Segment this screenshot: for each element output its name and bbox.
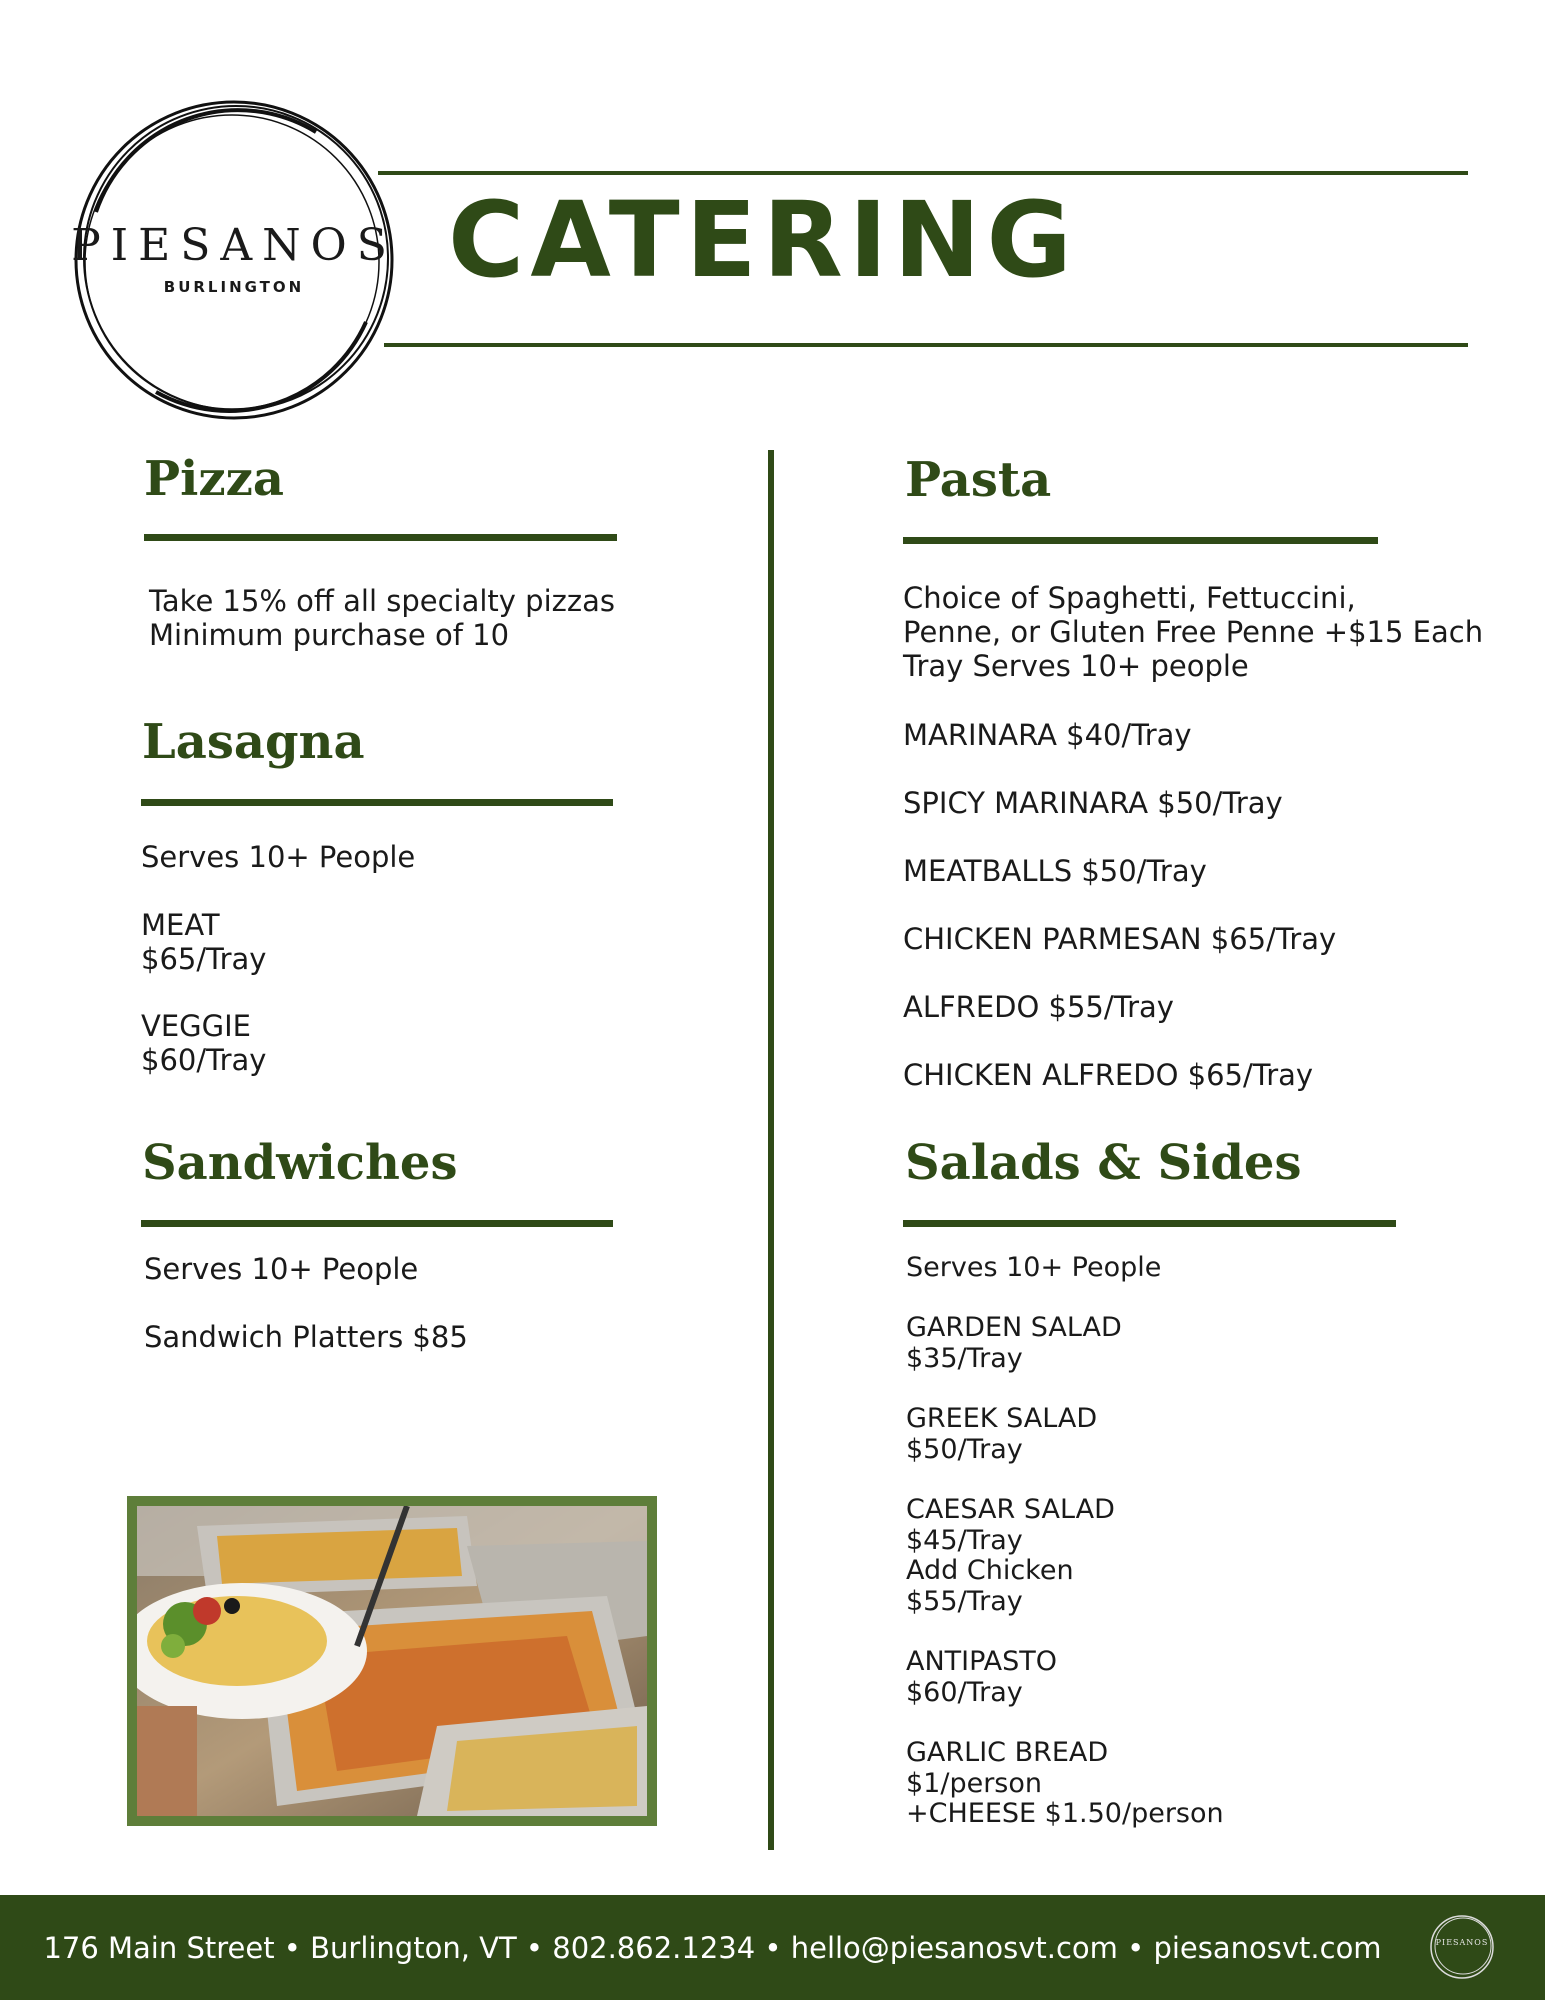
pizza-rule <box>144 534 617 541</box>
side-item-name: GARLIC BREAD <box>906 1737 1109 1768</box>
sandwiches-serves: Serves 10+ People <box>144 1252 419 1286</box>
pizza-line-1: Take 15% off all specialty pizzas <box>149 584 615 618</box>
pizza-line-2: Minimum purchase of 10 <box>149 618 510 652</box>
salads-rule <box>903 1220 1396 1227</box>
pasta-rule <box>903 537 1378 544</box>
pasta-item: CHICKEN PARMESAN $65/Tray <box>903 922 1337 956</box>
side-item-name: ANTIPASTO <box>906 1646 1058 1677</box>
side-item-price: $60/Tray <box>906 1677 1023 1708</box>
logo-location: BURLINGTON <box>163 278 305 296</box>
pasta-intro-line: Choice of Spaghetti, Fettuccini, <box>903 581 1356 615</box>
column-divider <box>768 450 774 1850</box>
lasagna-item-name: VEGGIE <box>141 1009 251 1043</box>
footer-logo <box>1427 1912 1497 1982</box>
side-item-price: $1/person <box>906 1768 1043 1799</box>
salad-item-name: GREEK SALAD <box>906 1403 1098 1434</box>
lasagna-item-price: $65/Tray <box>141 942 267 976</box>
pasta-intro-line: Penne, or Gluten Free Penne +$15 Each <box>903 615 1484 649</box>
lasagna-item-name: MEAT <box>141 908 220 942</box>
salads-heading: Salads & Sides <box>905 1135 1302 1191</box>
sandwich-platters: Sandwich Platters $85 <box>144 1320 468 1354</box>
lasagna-rule <box>141 799 613 806</box>
lasagna-serves: Serves 10+ People <box>141 840 416 874</box>
salad-item-name: CAESAR SALAD <box>906 1494 1115 1525</box>
pasta-item: ALFREDO $55/Tray <box>903 990 1174 1024</box>
header-top-rule <box>378 171 1468 175</box>
salads-serves: Serves 10+ People <box>906 1252 1162 1283</box>
header-bottom-rule <box>384 343 1468 347</box>
side-item-addon: +CHEESE $1.50/person <box>906 1798 1224 1829</box>
pasta-heading: Pasta <box>905 452 1052 508</box>
footer-logo-text: PIESANOS <box>1435 1938 1489 1947</box>
pasta-item: CHICKEN ALFREDO $65/Tray <box>903 1058 1314 1092</box>
pasta-item: MEATBALLS $50/Tray <box>903 854 1207 888</box>
piesanos-logo <box>66 92 402 428</box>
salad-item-price: $50/Tray <box>906 1434 1023 1465</box>
logo-name: PIESANOS <box>71 220 397 271</box>
sandwiches-rule <box>141 1220 613 1227</box>
pizza-heading: Pizza <box>144 451 284 507</box>
pasta-item: MARINARA $40/Tray <box>903 718 1192 752</box>
footer-contact: 176 Main Street • Burlington, VT • 802.862.1234 • hello@piesanosvt.com • piesanosvt.com <box>43 1931 1382 1965</box>
page-title: CATERING <box>448 179 1078 301</box>
footer-logo-ring-icon <box>1427 1912 1497 1982</box>
salad-item-addon-price: $55/Tray <box>906 1586 1023 1617</box>
catering-food-photo <box>127 1496 657 1826</box>
salad-item-name: GARDEN SALAD <box>906 1312 1122 1343</box>
salad-item-price: $45/Tray <box>906 1525 1023 1556</box>
salad-item-price: $35/Tray <box>906 1343 1023 1374</box>
pasta-tray-image <box>137 1506 647 1816</box>
pasta-item: SPICY MARINARA $50/Tray <box>903 786 1283 820</box>
footer-bar <box>0 1895 1545 2000</box>
sandwiches-heading: Sandwiches <box>142 1135 458 1191</box>
pasta-intro-line: Tray Serves 10+ people <box>903 649 1249 683</box>
lasagna-item-price: $60/Tray <box>141 1043 267 1077</box>
lasagna-heading: Lasagna <box>142 714 365 770</box>
salad-item-addon: Add Chicken <box>906 1555 1074 1586</box>
